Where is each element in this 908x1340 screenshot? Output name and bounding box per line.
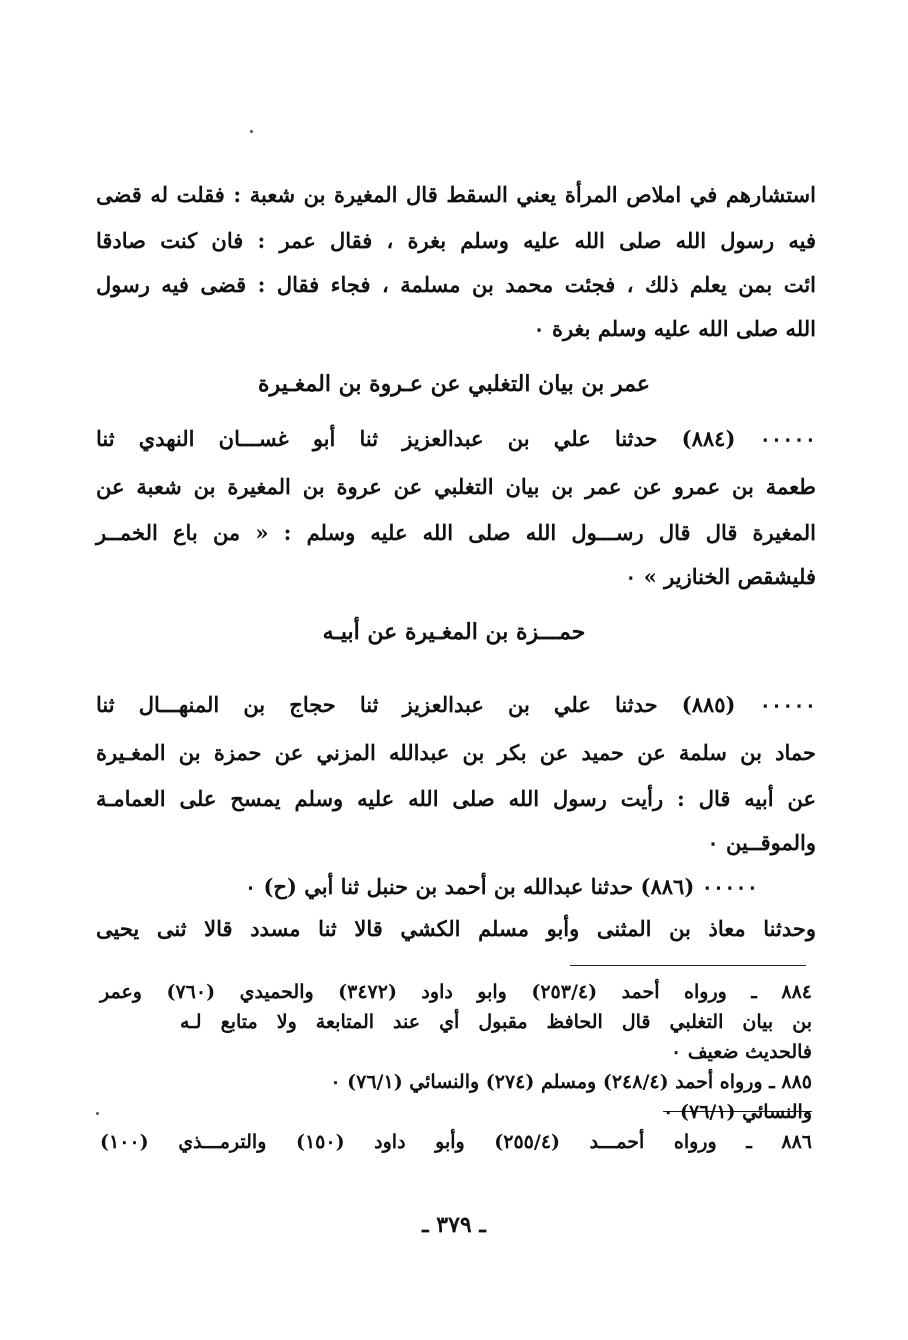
- section-heading: حمـــزة بن المغـيرة عن أبيـه: [322, 619, 586, 645]
- paragraph-line: ائت بمن يعلم ذلك ، فجئت محمد بن مسلمة ، فجاء فقال : قضى فيه رسول: [96, 272, 816, 297]
- footnote-line-struck: [180, 1098, 812, 1126]
- paragraph-line: الله صلى الله عليه وسلم بغرة ٠: [533, 316, 816, 341]
- struck-text: والنسائي (٧٦/١) ٠: [663, 1101, 812, 1123]
- section-heading: عمر بن بيان التغلبي عن عـروة بن المغـيرة: [258, 371, 650, 397]
- hadith-line: ٠٠٠٠٠ (٨٨٦) حدثنا عبدالله بن أحمد بن حنبل ثنا أبي (ح) ٠: [244, 874, 758, 899]
- hadith-line: عن أبيه قال : رأيت رسول الله صلى الله عليه وسلم يمسح على العمامـة: [96, 786, 816, 811]
- hadith-line: طعمة بن عمرو عن عمر بن بيان التغلبي عن عروة بن المغيرة بن شعبة عن: [96, 474, 816, 499]
- paragraph-line: استشارهم في املاص المرأة يعني السقط قال المغيرة بن شعبة : فقلت له قضى: [96, 182, 816, 207]
- hadith-line: المغيرة قال قال رســـول الله صلى الله عليه وسلم : « من باع الخمــر: [96, 520, 816, 545]
- page-number: ـ ٣٧٩ ـ: [422, 1212, 486, 1238]
- hadith-line: فليشقص الخنازير » ٠: [625, 564, 816, 589]
- footnote-line: بن بيان التغلبي قال الحافظ مقبول أي عند المتابعة ولا متابع لـه: [180, 1011, 812, 1033]
- scan-speck: [250, 130, 253, 133]
- hadith-line: حماد بن سلمة عن حميد عن بكر بن عبدالله المزني عن حمزة بن المغـيرة: [96, 740, 816, 765]
- footnote-line: ٨٨٥ ـ ورواه أحمد (٢٤٨/٤) ومسلم (٢٧٤) والنسائي (٧٦/١) ٠: [330, 1071, 812, 1093]
- hadith-line: ٠٠٠٠٠ (٨٨٤) حدثنا علي بن عبدالعزيز ثنا أبو غســـان النهدي ثنا: [96, 426, 816, 451]
- hadith-line: والموقــين ٠: [707, 830, 816, 855]
- footnote-line: ٨٨٦ ـ ورواه أحمـــد (٢٥٥/٤) وأبو داود (١٥٠) والترمـــذي (١٠٠): [100, 1131, 812, 1153]
- footnote-divider: [570, 965, 806, 966]
- scan-speck: [96, 1112, 99, 1115]
- hadith-line: وحدثنا معاذ بن المثنى وأبو مسلم الكشي قالا ثنا مسدد قالا ثنى يحيى: [96, 916, 816, 941]
- hadith-line: ٠٠٠٠٠ (٨٨٥) حدثنا علي بن عبدالعزيز ثنا حجاج بن المنهـــال ثنا: [96, 692, 816, 717]
- footnote-line: فالحديث ضعيف ٠: [671, 1041, 812, 1063]
- footnote-line: ٨٨٤ ـ ورواه أحمد (٢٥٣/٤) وابو داود (٣٤٧٢) والحميدي (٧٦٠) وعمر: [100, 981, 812, 1003]
- paragraph-line: فيه رسول الله صلى الله عليه وسلم بغرة ، فقال عمر : فان كنت صادقا: [96, 228, 816, 253]
